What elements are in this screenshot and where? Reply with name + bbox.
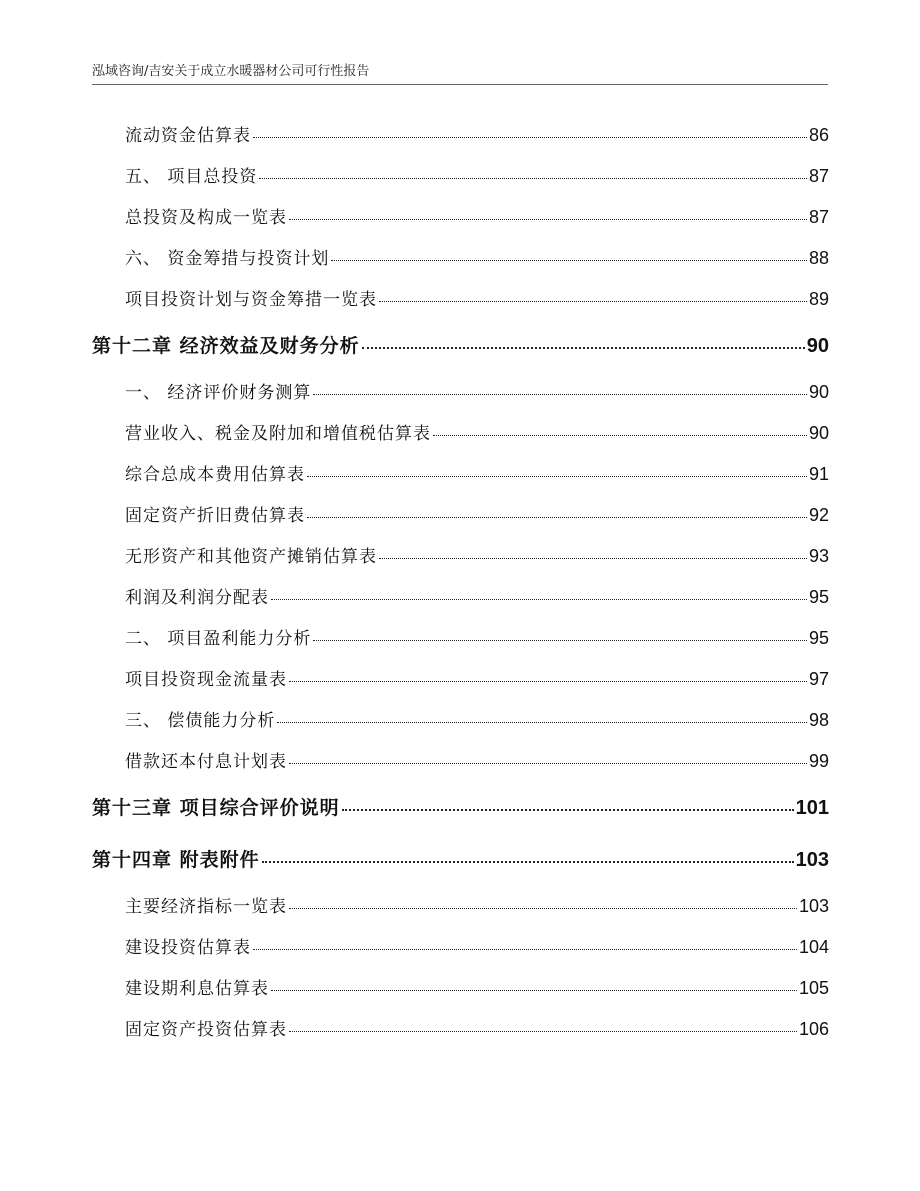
toc-entry-page: 103 [798, 896, 829, 916]
dot-leader [379, 558, 807, 559]
toc-entry-title: 项目投资现金流量表 [125, 670, 287, 690]
dot-leader [289, 908, 797, 909]
dot-leader [362, 347, 805, 349]
dot-leader [289, 681, 807, 682]
dot-leader [307, 476, 807, 477]
toc-chapter-title: 第十二章 经济效益及财务分析 [92, 335, 360, 357]
dot-leader [271, 599, 807, 600]
toc-entry[interactable] [92, 577, 829, 618]
toc-entry-title: 固定资产投资估算表 [125, 1020, 287, 1040]
toc-entry-page: 106 [798, 1019, 829, 1039]
toc-entry-page: 93 [808, 546, 829, 566]
toc-entry[interactable] [92, 536, 829, 577]
toc-entry-page: 99 [808, 751, 829, 771]
toc-entry-page: 89 [808, 289, 829, 309]
dot-leader [289, 1031, 797, 1032]
toc-entry[interactable] [92, 741, 829, 782]
dot-leader [289, 219, 807, 220]
dot-leader [313, 640, 807, 641]
toc-entry-page: 88 [808, 248, 829, 268]
toc-entry-title: 利润及利润分配表 [125, 588, 269, 608]
toc-entry[interactable] [92, 197, 829, 238]
toc-entry-page: 105 [798, 978, 829, 998]
toc-entry-title: 建设投资估算表 [125, 938, 251, 958]
dot-leader [262, 861, 794, 863]
toc-entry[interactable] [92, 968, 829, 1009]
toc-entry[interactable] [92, 238, 829, 279]
toc-entry-page: 104 [798, 937, 829, 957]
toc-entry[interactable] [92, 927, 829, 968]
dot-leader [331, 260, 807, 261]
toc-entry[interactable] [92, 454, 829, 495]
toc-entry-page: 90 [808, 423, 829, 443]
toc-chapter[interactable] [92, 320, 829, 372]
toc-chapter[interactable] [92, 782, 829, 834]
toc-entry[interactable] [92, 279, 829, 320]
toc-entry[interactable] [92, 659, 829, 700]
toc-chapter-title: 第十四章 附表附件 [92, 849, 260, 871]
toc-entry-page: 92 [808, 505, 829, 525]
toc-entry-title: 六、 资金筹措与投资计划 [125, 249, 330, 269]
toc-entry-page: 95 [808, 628, 829, 648]
toc-entry-title: 无形资产和其他资产摊销估算表 [125, 547, 377, 567]
header-rule [92, 84, 828, 85]
toc-entry-page: 95 [808, 587, 829, 607]
toc-entry[interactable] [92, 495, 829, 536]
toc-entry[interactable] [92, 413, 829, 454]
toc-entry-title: 主要经济指标一览表 [125, 897, 287, 917]
toc-entry-title: 三、 偿债能力分析 [125, 711, 276, 731]
toc-entry-page: 86 [808, 125, 829, 145]
toc-entry-title: 建设期利息估算表 [125, 979, 269, 999]
toc-entry-title: 流动资金估算表 [125, 126, 251, 146]
toc-entry-title: 项目投资计划与资金筹措一览表 [125, 290, 377, 310]
toc-entry-page: 98 [808, 710, 829, 730]
dot-leader [307, 517, 807, 518]
toc-entry-title: 固定资产折旧费估算表 [125, 506, 305, 526]
toc-chapter-page: 101 [795, 797, 829, 819]
toc-entry-title: 二、 项目盈利能力分析 [125, 629, 312, 649]
dot-leader [313, 394, 807, 395]
dot-leader [277, 722, 807, 723]
toc-chapter-title: 第十三章 项目综合评价说明 [92, 797, 340, 819]
dot-leader [259, 178, 807, 179]
toc-chapter-page: 103 [795, 849, 829, 871]
toc-entry[interactable] [92, 886, 829, 927]
dot-leader [271, 990, 797, 991]
dot-leader [289, 763, 807, 764]
toc-entry[interactable] [92, 115, 829, 156]
toc-chapter[interactable] [92, 834, 829, 886]
toc-entry-title: 综合总成本费用估算表 [125, 465, 305, 485]
toc-entry-page: 97 [808, 669, 829, 689]
toc-entry[interactable] [92, 372, 829, 413]
toc-entry[interactable] [92, 700, 829, 741]
dot-leader [379, 301, 807, 302]
toc-entry-page: 91 [808, 464, 829, 484]
toc-entry-page: 87 [808, 207, 829, 227]
page-header: 泓域咨询/吉安关于成立水暖器材公司可行性报告 [92, 64, 370, 79]
dot-leader [433, 435, 807, 436]
toc-entry-title: 总投资及构成一览表 [125, 208, 287, 228]
toc-entry-title: 营业收入、税金及附加和增值税估算表 [125, 424, 431, 444]
toc-entry[interactable] [92, 618, 829, 659]
toc-entry-page: 87 [808, 166, 829, 186]
toc-entry-title: 借款还本付息计划表 [125, 752, 287, 772]
dot-leader [253, 949, 797, 950]
toc-entry[interactable] [92, 156, 829, 197]
toc-entry-title: 一、 经济评价财务测算 [125, 383, 312, 403]
dot-leader [342, 809, 794, 811]
table-of-contents [92, 115, 829, 1050]
toc-entry-title: 五、 项目总投资 [125, 167, 258, 187]
toc-entry[interactable] [92, 1009, 829, 1050]
dot-leader [253, 137, 807, 138]
toc-chapter-page: 90 [806, 335, 829, 357]
toc-entry-page: 90 [808, 382, 829, 402]
